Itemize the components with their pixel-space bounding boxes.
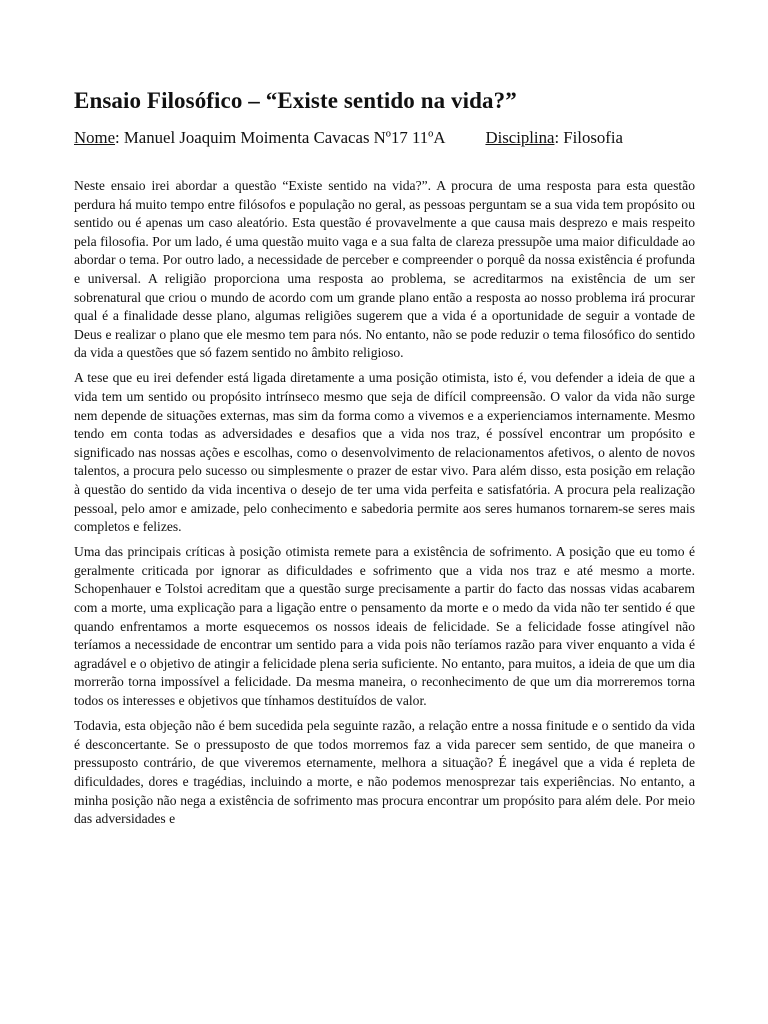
paragraph-thesis: A tese que eu irei defender está ligada diretamente a uma posição otimista, isto é, vou defender a ideia de que a vida tem um sentido ou propósito intrínseco mesmo que seja de difícil compreensão. O valor da vida não surge nem depende de situações externas, mas sim da forma como a vivemos e a experienciamos internamente. Mesmo tendo em conta todas as adversidades e desafios que a vida nos traz, é possível encontrar um propósito e significado nas nossas ações e escolhas, como o desenvolvimento de relacionamentos afetivos, o alento de novos talentos, a procura pelo sucesso ou simplesmente o prazer de estar vivo. Para além disso, esta posição em relação à questão do sentido da vida incentiva o desejo de ter uma vida perfeita e satisfatória. A procura pela realização pessoal, pelo amor e amizade, pelo conhecimento e sabedoria permite aos seres humanos tornarem-se seres mais completos e felizes. [74,370,695,535]
document-meta [74,127,695,149]
subject-value: : Filosofia [554,128,623,147]
paragraph-introduction: Neste ensaio irei abordar a questão “Existe sentido na vida?”. A procura de uma resposta para esta questão perdura há muito tempo entre filósofos e população no geral, as pessoas perguntam se a sua vida tem propósito ou sentido ou é apenas um caso aleatório. Esta questão é provavelmente a que causa mais desprezo e mais respeito pela filosofia. Por um lado, é uma questão muito vaga e a sua falta de clareza pressupõe uma maior dificuldade ao abordar o tema. Por outro lado, a necessidade de perceber e compreender o porquê da nossa existência é profunda e universal. A religião proporciona uma resposta ao problema, se acreditarmos na existência de um ser sobrenatural que criou o mundo de acordo com um grande plano então a resposta ao nosso problema irá procurar qual é a finalidade desse plano, algumas religiões sugerem que a vida é a oportunidade de seguir a vontade de Deus e realizar o plano que ele mesmo tem para nós. No entanto, não se pode reduzir o tema filosófico do sentido da vida a questões que só fazem sentido no âmbito religioso. [74,178,695,361]
document-title: Ensaio Filosófico – “Existe sentido na vida?” [74,88,517,113]
document-page [74,84,695,835]
paragraph-reply: Todavia, esta objeção não é bem sucedida pela seguinte razão, a relação entre a nossa finitude e o sentido da vida é desconcertante. Se o pressuposto de que todos morremos faz a vida parecer sem sentido, de que maneira o pressuposto contrário, de que viveremos eternamente, melhora a situação? É inegável que a vida é repleta de dificuldades, dores e tragédias, incluindo a morte, e não podemos menosprezar tais experiências. No entanto, a minha posição não nega a existência de sofrimento mas procura encontrar um propósito para além dele. Por meio das adversidades e [74,718,695,827]
name-label: Nome [74,128,116,147]
paragraph-objection: Uma das principais críticas à posição otimista remete para a existência de sofrimento. A posição que eu tomo é geralmente criticada por ignorar as dificuldades e sofrimento que a vida nos traz e até mesmo a morte. Schopenhauer e Tolstoi acreditam que a questão surge precisamente a partir do facto das nossas vidas acabarem com a morte, uma explicação para a ligação entre o pensamento da morte e o medo da vida não ter sentido é que quando enfrentamos a morte esquecemos os nossos ideais de felicidade. Se a felicidade fosse atingível não teríamos a necessidade de encontrar um sentido para a vida pois não teríamos razão para viver enquanto a vida é agradável e o objetivo de atingir a felicidade plena seria suficiente. No entanto, para muitos, a ideia de que um dia morrerão torna impossível a felicidade. Da mesma maneira, o reconhecimento de que um dia morreremos torna todos os interesses e objetivos que tínhamos destituídos de valor. [74,544,695,709]
essay-body [74,177,695,829]
subject-label: Disciplina [485,128,555,147]
name-value: : Manuel Joaquim Moimenta Cavacas Nº17 11ºA [115,128,446,147]
